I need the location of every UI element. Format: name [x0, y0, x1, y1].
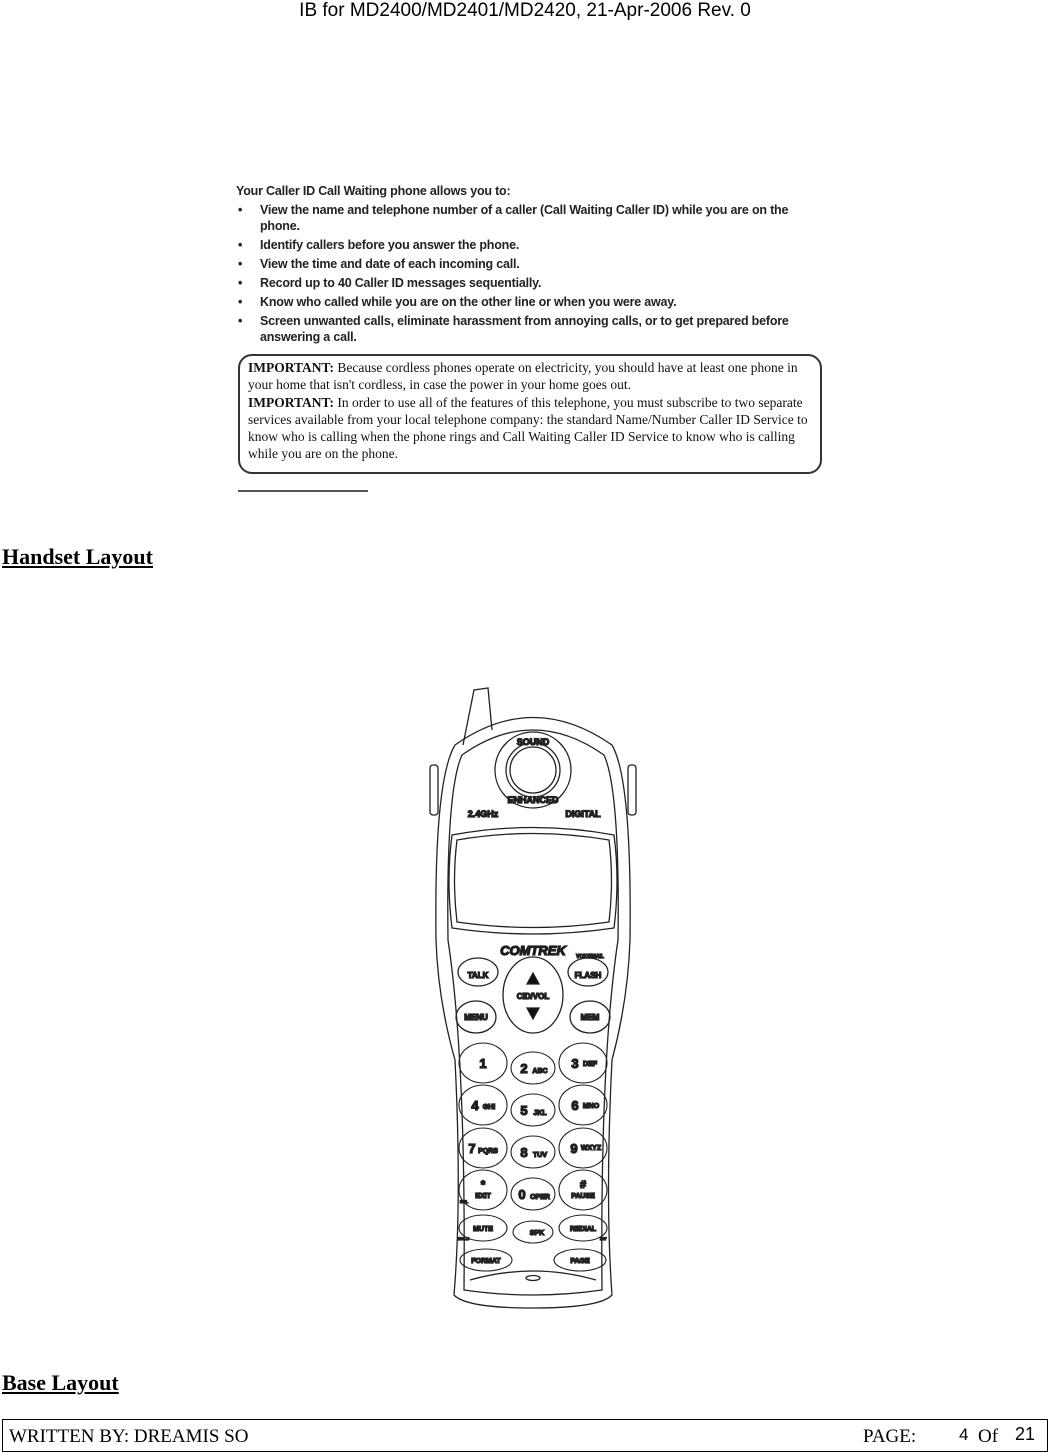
features-list — [236, 202, 816, 345]
display-screen — [449, 828, 617, 935]
key-0-letters: OPER — [530, 1194, 550, 1201]
key-8-letters: TUV — [533, 1152, 547, 1159]
del-label: DEL — [460, 1199, 468, 1204]
key-1: 1 — [479, 1056, 487, 1071]
cid-vol-key: CID/VOL — [516, 992, 550, 1001]
key-3-letters: DEF — [583, 1061, 597, 1068]
key-5: 5 — [520, 1103, 528, 1118]
list-item: • View the time and date of each incoming call. — [236, 256, 816, 272]
mute-key: MUTE — [473, 1226, 493, 1233]
features-intro: Your Caller ID Call Waiting phone allows you to: — [236, 184, 511, 198]
key-2-letters: ABC — [532, 1068, 548, 1075]
key-6-letters: MNO — [582, 1103, 600, 1110]
list-item: • Identify callers before you answer the phone. — [236, 237, 816, 253]
key-hash: # — [579, 1179, 587, 1191]
format-key: FORMAT — [471, 1258, 501, 1265]
list-item: • View the name and telephone number of a caller (Call Waiting Caller ID) while you are on the phone. — [236, 202, 816, 234]
list-item: • Record up to 40 Caller ID messages sequentially. — [236, 275, 816, 291]
important-text: In order to use all of the features of this telephone, you must subscribe to two separate services available from your local telephone company: the standard Name/Number Caller ID Service to know who is calling when the phone rings and Call Waiting Caller ID Service to know who is calling while you are on the phone. — [248, 394, 808, 462]
list-item: • Know who called while you are on the other line or when you were away. — [236, 294, 816, 310]
key-9-letters: WXYZ — [580, 1145, 602, 1152]
voicemail-label: VOICEMAIL — [576, 954, 604, 960]
document-header: IB for MD2400/MD2401/MD2420, 21-Apr-2006 Rev. 0 — [299, 0, 751, 21]
important-label: IMPORTANT: — [248, 360, 335, 375]
important-text: Because cordless phones operate on electricity, you should have at least one phone in your home that isn't cordless, in case the power in your home goes out. — [248, 360, 798, 393]
exit-label: EXIT — [475, 1193, 491, 1200]
key-7: 7 — [468, 1141, 476, 1156]
handset-layout-heading: Handset Layout — [2, 544, 153, 569]
key-2: 2 — [520, 1061, 528, 1076]
key-4: 4 — [471, 1098, 479, 1113]
page-key: PAGE — [570, 1258, 590, 1265]
important-note — [248, 359, 812, 394]
important-note — [248, 394, 812, 463]
mem-key: MEM — [580, 1013, 600, 1022]
author: WRITTEN BY: DREAMIS SO — [9, 1426, 249, 1447]
key-4-letters: GHI — [482, 1104, 496, 1111]
key-8: 8 — [520, 1145, 528, 1160]
handset-illustration — [400, 680, 660, 1320]
digital-label: DIGITAL — [565, 809, 601, 819]
page-total: 21 — [1015, 1424, 1036, 1444]
speaker-key: SPK — [529, 1230, 545, 1237]
important-label: IMPORTANT: — [248, 394, 335, 410]
page-number: 4 — [959, 1425, 969, 1444]
int-label: INT — [600, 1236, 607, 1241]
important-notice-box — [238, 354, 822, 474]
speaker-label: SOUND — [516, 737, 550, 747]
band-label: 2.4GHz — [467, 809, 499, 819]
hold-label: HOLD — [458, 1236, 470, 1241]
key-0: 0 — [518, 1187, 526, 1202]
menu-key: MENU — [464, 1013, 488, 1022]
flash-key: FLASH — [574, 971, 602, 980]
speaker-label: ENHANCED — [507, 795, 559, 805]
pause-label: PAUSE — [571, 1193, 595, 1200]
cropped-edge — [238, 490, 368, 496]
microphone-icon — [526, 1276, 540, 1281]
key-6: 6 — [571, 1098, 579, 1113]
key-9: 9 — [570, 1141, 578, 1156]
of-label: Of — [978, 1426, 999, 1447]
features-image — [236, 184, 816, 348]
list-item: • Screen unwanted calls, eliminate harassment from annoying calls, or to get prepared before answering a call. — [236, 313, 816, 345]
page-footer — [2, 1419, 1048, 1452]
brand-logo: COMTREK — [500, 943, 566, 958]
key-star: * — [480, 1179, 486, 1191]
redial-key: REDIAL — [569, 1226, 597, 1233]
key-5-letters: JKL — [533, 1110, 547, 1117]
key-3: 3 — [571, 1056, 579, 1071]
base-layout-heading: Base Layout — [2, 1370, 119, 1395]
page-label: PAGE: — [863, 1426, 917, 1447]
key-7-letters: PQRS — [478, 1148, 498, 1155]
talk-key: TALK — [467, 971, 489, 980]
